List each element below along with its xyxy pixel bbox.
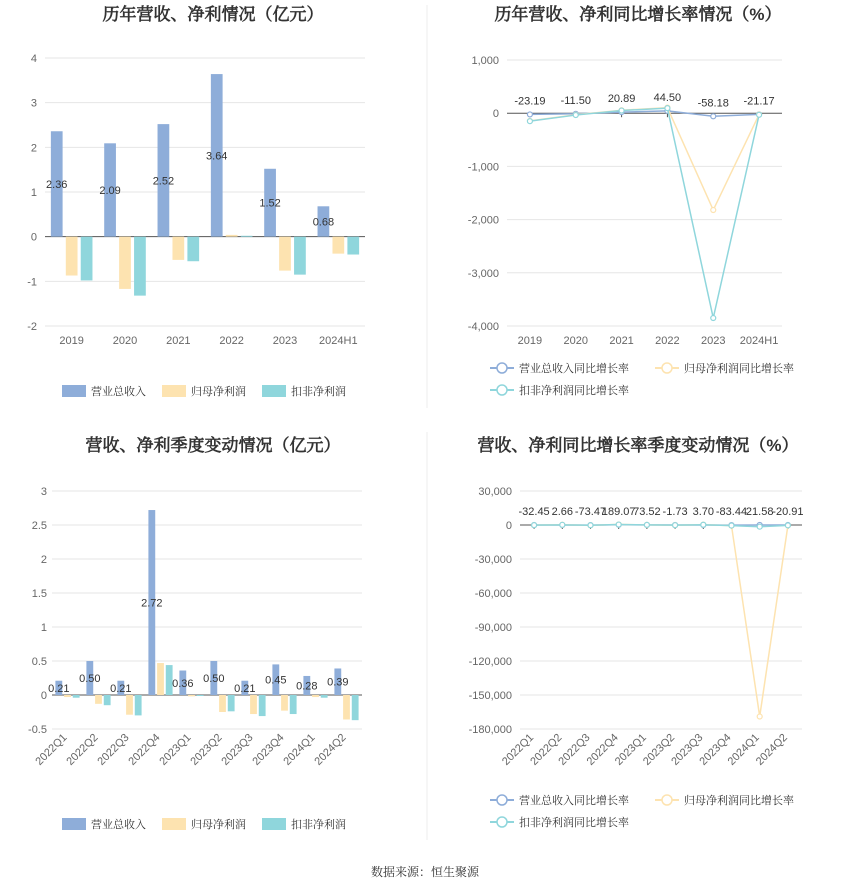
bar: [81, 237, 93, 281]
bar: [73, 695, 80, 698]
bar: [64, 695, 71, 697]
legend-swatch: [262, 818, 286, 830]
bar: [187, 237, 199, 262]
x-tick-label: 2019: [59, 335, 84, 347]
line-point: [619, 108, 624, 113]
bar: [219, 695, 226, 712]
line-point: [711, 208, 716, 213]
bar: [294, 237, 306, 275]
data-label: -1.73: [662, 506, 688, 519]
x-tick-label: 2023Q2: [188, 731, 225, 768]
chart-title: 历年营收、净利情况（亿元）: [102, 5, 324, 24]
x-tick-label: 2022Q3: [556, 731, 593, 768]
y-tick-label: 30,000: [478, 486, 512, 498]
series-line: [530, 108, 759, 318]
bar: [226, 235, 238, 237]
annual-revenue-profit-chart: [27, 4, 365, 398]
x-tick-label: 2022Q3: [95, 731, 132, 768]
data-label: 0.28: [296, 680, 318, 693]
line-point: [616, 522, 621, 527]
legend-label: 营业总收入同比增长率: [519, 795, 629, 807]
data-label: -58.18: [697, 97, 729, 110]
data-label: 3.70: [692, 505, 715, 518]
bar: [259, 695, 266, 716]
legend-swatch: [62, 385, 86, 397]
y-tick-label: 1,000: [471, 55, 499, 67]
bar: [197, 695, 204, 696]
y-tick-label: -1,000: [467, 161, 499, 174]
x-tick-label: 2022Q2: [64, 731, 101, 768]
line-point: [532, 523, 537, 528]
legend-label: 归母净利润同比增长率: [684, 363, 794, 375]
y-tick-label: 0: [40, 690, 47, 702]
chart-title: 营收、净利季度变动情况（亿元）: [85, 436, 341, 455]
data-label: 1.52: [259, 197, 281, 210]
series-line: [530, 108, 759, 210]
line-point: [588, 523, 593, 528]
line-point: [757, 714, 762, 719]
legend-swatch: [62, 818, 86, 830]
legend-label: 扣非净利润: [291, 386, 346, 398]
data-label: 0.45: [265, 674, 287, 687]
x-tick-label: 2024Q2: [753, 731, 791, 768]
x-tick-label: 2023: [272, 335, 298, 347]
chart-title: 营收、净利同比增长率季度变动情况（%）: [477, 436, 799, 455]
bar: [250, 695, 257, 714]
y-tick-label: -90,000: [474, 622, 512, 634]
data-label: 0.68: [312, 216, 335, 229]
line-point: [560, 522, 565, 527]
data-label: 2.36: [46, 178, 68, 191]
y-tick-label: -60,000: [474, 588, 512, 600]
data-label: 0.21: [110, 682, 132, 695]
x-tick-label: 2022Q2: [528, 731, 565, 768]
data-label: -32.45: [518, 506, 550, 519]
bar: [312, 695, 319, 697]
line-point: [665, 106, 670, 111]
x-tick-label: 2024Q1: [281, 731, 318, 768]
x-tick-label: 2022Q4: [126, 731, 163, 768]
x-tick-label: 2020: [112, 335, 138, 347]
legend-swatch-marker: [497, 363, 507, 373]
line-point: [711, 114, 716, 119]
line-point: [711, 316, 716, 321]
x-tick-label: 2023Q3: [219, 731, 256, 768]
y-tick-label: -0.5: [28, 724, 47, 736]
y-tick-label: 0: [30, 231, 37, 244]
data-label: -83.44: [715, 506, 748, 519]
legend-swatch-marker: [662, 795, 672, 805]
x-tick-label: 2020: [563, 335, 588, 347]
annual-growth-rate-chart: [468, 4, 794, 397]
y-tick-label: 3: [40, 486, 47, 498]
data-label: 2.72: [141, 597, 163, 610]
line-point: [527, 119, 532, 124]
bar: [119, 237, 131, 289]
x-tick-label: 2023Q4: [250, 731, 287, 768]
y-tick-label: -30,000: [474, 554, 512, 566]
bar: [281, 695, 288, 711]
data-label: -21.17: [743, 95, 775, 108]
y-tick-label: 0: [505, 520, 512, 532]
y-tick-label: 0.5: [31, 656, 47, 668]
legend-label: 归母净利润: [191, 386, 246, 398]
data-label: -20.91: [772, 506, 804, 519]
x-tick-label: 2023Q2: [641, 731, 678, 768]
y-tick-label: -180,000: [468, 724, 512, 736]
quarterly-growth-rate-chart: [469, 435, 804, 829]
legend-label: 营业总收入: [91, 386, 146, 398]
x-tick-label: 2024H1: [739, 335, 779, 347]
y-tick-label: -120,000: [468, 656, 512, 668]
legend-swatch-marker: [497, 817, 507, 827]
data-label: 0.50: [79, 673, 101, 685]
y-tick-label: 1.5: [31, 588, 47, 600]
data-label: 73.52: [633, 505, 661, 518]
bar: [135, 695, 142, 715]
bar: [343, 695, 350, 719]
x-tick-label: 2023Q1: [157, 731, 194, 768]
data-label: 20.89: [607, 93, 636, 106]
y-tick-label: -1: [27, 276, 37, 289]
x-tick-label: 2022: [219, 335, 244, 347]
legend-label: 扣非净利润: [291, 819, 346, 831]
line-point: [673, 523, 678, 528]
legend-swatch: [162, 818, 186, 830]
x-tick-label: 2022Q1: [500, 731, 537, 768]
x-tick-label: 2021: [166, 335, 191, 347]
line-point: [757, 524, 762, 529]
y-tick-label: 0: [492, 108, 499, 121]
x-tick-label: 2023Q1: [612, 731, 650, 768]
bar: [279, 237, 291, 271]
y-tick-label: 3: [30, 97, 37, 110]
data-label: 44.50: [653, 91, 682, 104]
x-tick-label: 2024Q2: [312, 731, 349, 768]
y-tick-label: 2: [30, 142, 37, 155]
bar: [321, 695, 328, 698]
legend-swatch: [162, 385, 186, 397]
bar: [290, 695, 297, 714]
bar: [157, 663, 164, 695]
x-tick-label: 2022Q4: [584, 731, 621, 768]
data-label: 0.39: [327, 676, 349, 689]
x-tick-label: 2023: [701, 335, 726, 347]
y-tick-label: -2,000: [467, 214, 499, 227]
data-label: 189.07: [601, 505, 636, 518]
x-tick-label: 2024Q1: [725, 731, 762, 768]
bar: [134, 237, 146, 296]
bar: [104, 695, 111, 705]
legend-label: 归母净利润: [191, 819, 246, 831]
legend-label: 扣非净利润同比增长率: [519, 817, 629, 829]
bar: [188, 695, 195, 696]
data-source-label: 数据来源：恒生聚源: [370, 865, 480, 879]
x-tick-label: 2022Q1: [33, 731, 70, 768]
x-tick-label: 2021: [609, 335, 634, 347]
data-label: 0.21: [234, 682, 256, 695]
bar: [95, 695, 102, 704]
bar: [172, 237, 184, 260]
y-tick-label: 2.5: [31, 520, 47, 532]
legend-label: 扣非净利润同比增长率: [519, 385, 629, 397]
x-tick-label: 2019: [517, 335, 543, 347]
data-label: 2.52: [152, 175, 175, 188]
line-point: [729, 523, 734, 528]
data-label: 2.66: [551, 505, 574, 518]
bar: [126, 695, 133, 715]
data-label: -23.19: [514, 95, 546, 108]
chart-title: 历年营收、净利同比增长率情况（%）: [494, 5, 782, 24]
y-tick-label: -3,000: [467, 267, 499, 280]
legend-swatch: [262, 385, 286, 397]
legend-swatch-marker: [662, 363, 672, 373]
y-tick-label: -150,000: [468, 690, 512, 702]
data-label: 3.64: [206, 150, 228, 163]
bar: [347, 237, 359, 255]
bar: [228, 695, 235, 711]
y-tick-label: 2: [40, 554, 47, 566]
y-tick-label: -4,000: [467, 321, 499, 333]
y-tick-label: 4: [30, 53, 37, 65]
line-point: [757, 112, 762, 117]
data-label: 0.36: [172, 677, 194, 690]
data-label: 21.58: [745, 505, 774, 518]
x-tick-label: 2024H1: [319, 335, 358, 347]
y-tick-label: -2: [27, 321, 37, 333]
bar: [352, 695, 359, 720]
bar: [241, 236, 253, 237]
series-line: [534, 524, 788, 716]
legend-label: 归母净利润同比增长率: [684, 795, 794, 807]
legend-label: 营业总收入: [91, 819, 146, 831]
legend-label: 营业总收入同比增长率: [519, 363, 629, 375]
quarterly-revenue-profit-chart: [28, 435, 362, 831]
data-label: 0.21: [48, 682, 70, 695]
line-point: [644, 522, 649, 527]
data-label: -73.47: [574, 506, 607, 519]
data-label: 2.09: [99, 184, 121, 197]
x-tick-label: 2022: [655, 335, 680, 347]
legend-swatch-marker: [497, 795, 507, 805]
line-point: [573, 113, 578, 118]
data-label: -11.50: [560, 94, 591, 107]
line-point: [527, 112, 532, 117]
legend-swatch-marker: [497, 385, 507, 395]
bar: [66, 237, 78, 276]
bar: [332, 237, 344, 254]
y-tick-label: 1: [30, 187, 37, 199]
x-tick-label: 2023Q4: [697, 731, 734, 768]
y-tick-label: 1: [40, 622, 47, 634]
line-point: [701, 522, 706, 527]
data-label: 0.50: [203, 673, 225, 685]
x-tick-label: 2023Q3: [669, 731, 706, 768]
line-point: [785, 523, 790, 528]
